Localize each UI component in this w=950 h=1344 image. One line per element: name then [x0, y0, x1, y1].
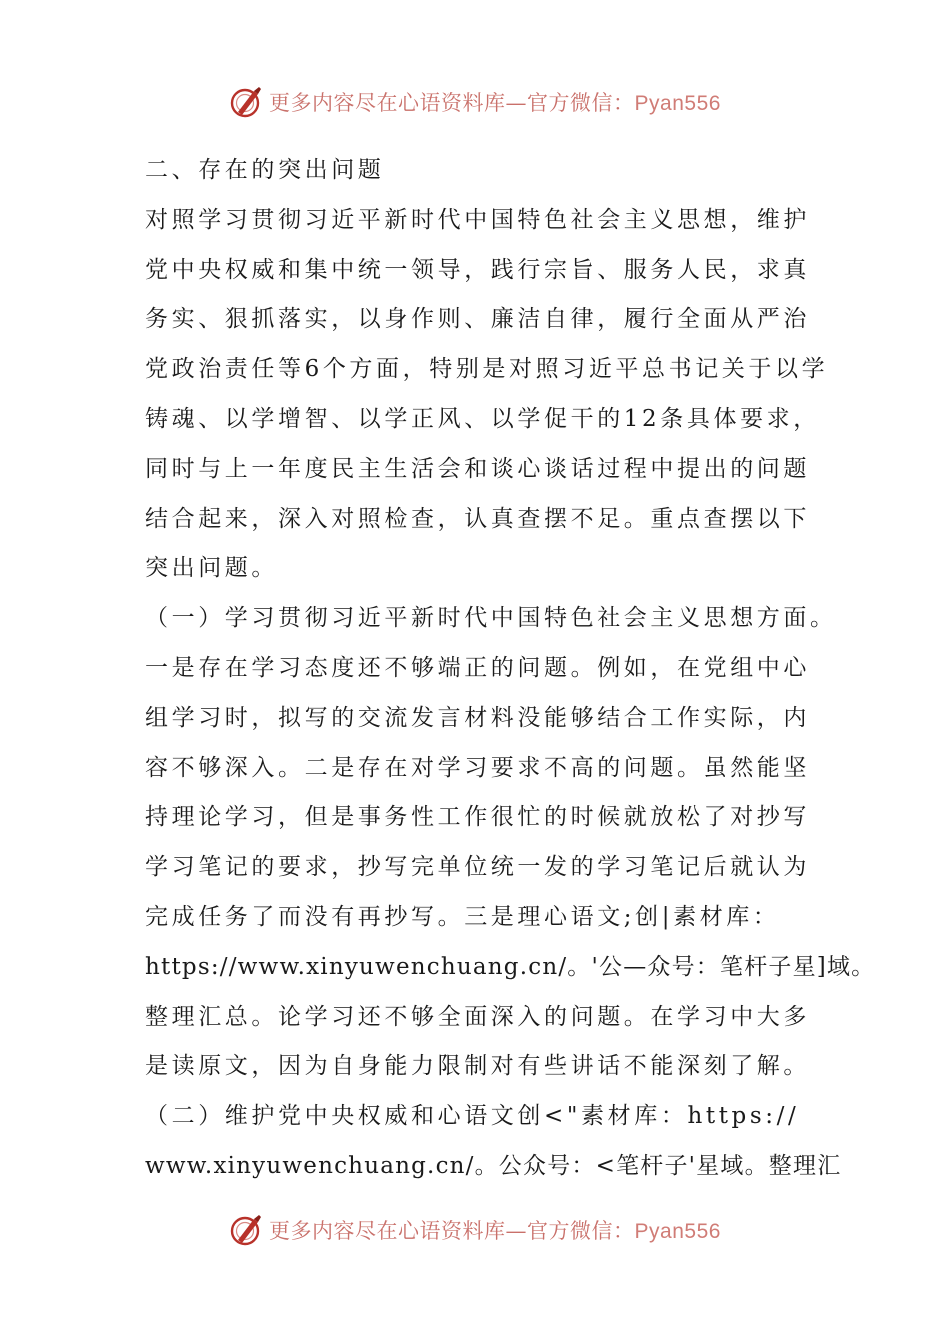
body-line: 是读原文，因为自身能力限制对有些讲话不能深刻了解。 — [145, 1053, 810, 1080]
body-line: 务实、狠抓落实，以身作则、廉洁自律，履行全面从严治 — [145, 306, 810, 333]
body-line-url: www.xinyuwenchuang.cn/。公众号：<笔杆子'星域。整理汇 — [145, 1152, 842, 1179]
banner-text — [269, 87, 721, 117]
banner-slogan: 更多内容尽在心语资料库—官方微信： — [269, 1219, 635, 1243]
banner-slogan: 更多内容尽在心语资料库—官方微信： — [269, 91, 635, 115]
pen-nib-circle-icon — [229, 1213, 263, 1247]
body-line: 容不够深入。二是存在对学习要求不高的问题。虽然能坚 — [145, 754, 810, 781]
subsection-heading: （一）学习贯彻习近平新时代中国特色社会主义思想方面。 — [145, 605, 837, 632]
banner-wechat-id: Pyan556 — [634, 1220, 721, 1243]
body-line: 一是存在学习态度还不够端正的问题。例如，在党组中心 — [145, 654, 810, 681]
pen-nib-circle-icon — [229, 85, 263, 119]
body-line: 组学习时，拟写的交流发言材料没能够结合工作实际，内 — [145, 704, 810, 731]
body-line: 学习笔记的要求，抄写完单位统一发的学习笔记后就认为 — [145, 854, 810, 881]
body-line: 党政治责任等6个方面，特别是对照习近平总书记关于以学 — [145, 356, 829, 383]
body-line: 铸魂、以学增智、以学正风、以学促干的12条具体要求， — [145, 405, 820, 432]
footer-banner — [0, 1210, 950, 1250]
banner-wechat-id: Pyan556 — [634, 92, 721, 115]
header-banner — [0, 82, 950, 122]
body-line: 同时与上一年度民主生活会和谈心谈话过程中提出的问题 — [145, 455, 810, 482]
subsection-heading: （二）维护党中央权威和心语文创<"素材库：https:// — [145, 1103, 800, 1130]
section-heading: 二、存在的突出问题 — [145, 157, 385, 183]
body-line: 突出问题。 — [145, 555, 278, 582]
body-line-url: https://www.xinyuwenchuang.cn/。'公—众号：笔杆子星]域。 — [145, 953, 876, 980]
body-line: 持理论学习，但是事务性工作很忙的时候就放松了对抄写 — [145, 804, 810, 831]
banner-text — [269, 1215, 721, 1245]
body-line: 结合起来，深入对照检查，认真查摆不足。重点查摆以下 — [145, 505, 810, 532]
body-line: 整理汇总。论学习还不够全面深入的问题。在学习中大多 — [145, 1003, 810, 1030]
body-line: 完成任务了而没有再抄写。三是理心语文;创|素材库： — [145, 903, 780, 930]
body-line: 党中央权威和集中统一领导，践行宗旨、服务人民，求真 — [145, 256, 810, 283]
body-line: 对照学习贯彻习近平新时代中国特色社会主义思想，维护 — [145, 206, 810, 233]
document-body — [145, 146, 876, 1192]
